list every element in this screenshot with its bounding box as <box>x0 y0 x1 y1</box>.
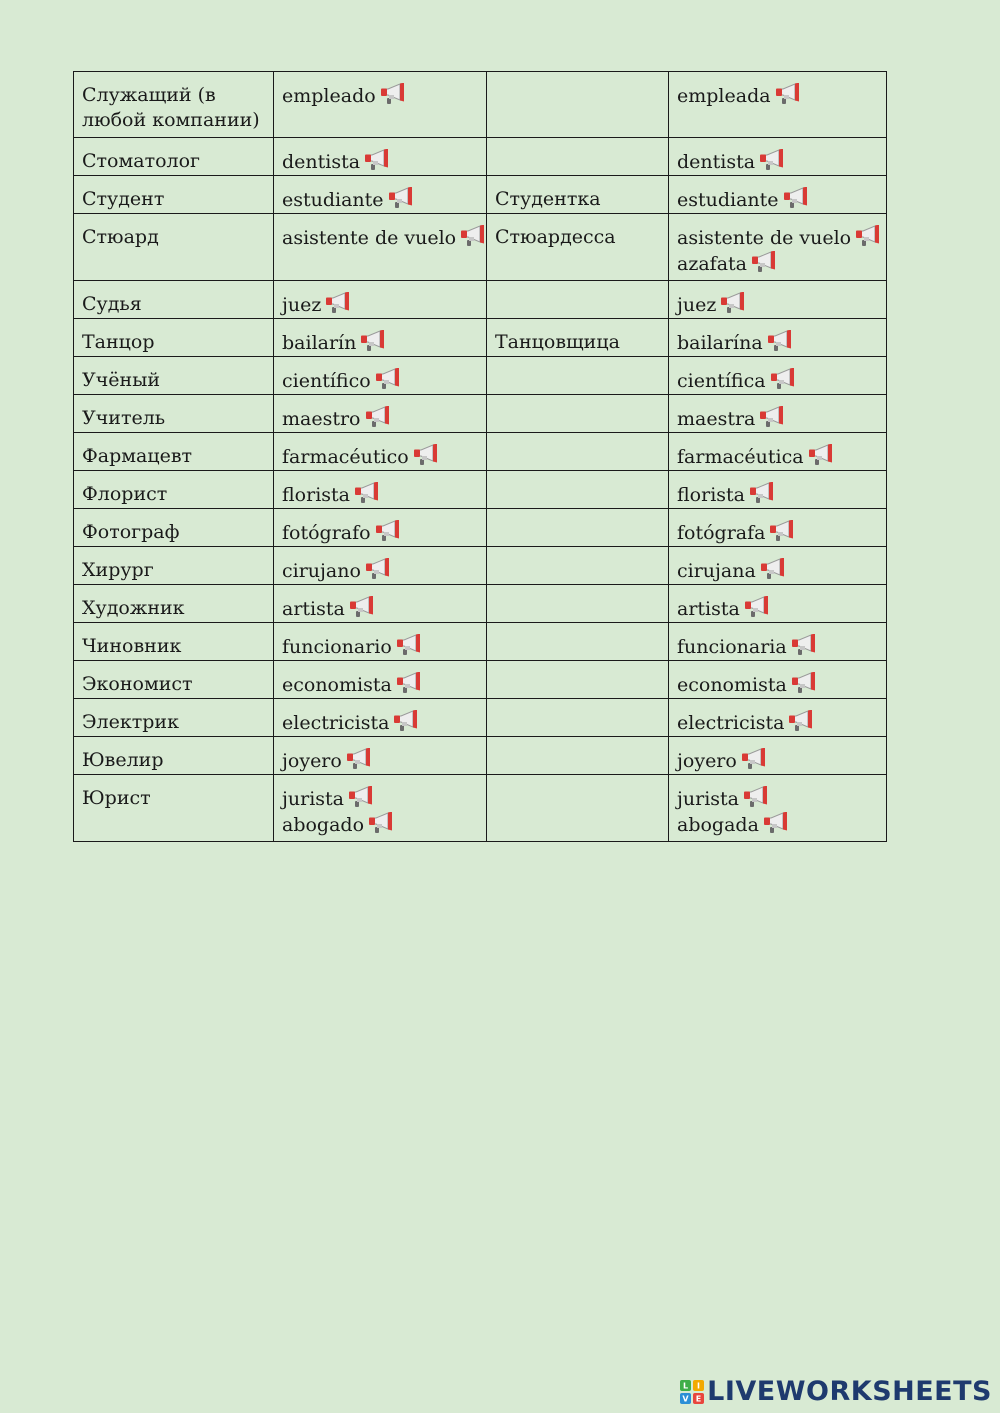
cell-line <box>282 368 479 394</box>
russian-masculine-cell <box>74 585 274 623</box>
cell-line <box>677 187 879 213</box>
cell-line <box>82 368 266 393</box>
russian-masculine-cell <box>74 737 274 775</box>
megaphone-icon[interactable] <box>788 710 814 732</box>
logo-mark-letter: E <box>695 1394 702 1403</box>
cell-text: asistente de vuelo <box>677 227 852 249</box>
cell-text: Художник <box>82 597 185 619</box>
cell-text: Танцор <box>82 331 155 353</box>
cell-line <box>82 710 266 735</box>
cell-line <box>82 108 266 133</box>
megaphone-icon[interactable] <box>348 786 374 808</box>
table-row <box>74 72 887 138</box>
cell-text: funcionario <box>282 636 392 658</box>
cell-line <box>677 596 879 622</box>
megaphone-icon[interactable] <box>759 406 785 428</box>
cell-text: empleado <box>282 85 376 107</box>
spanish-feminine-cell <box>669 775 887 842</box>
cell-text: maestra <box>677 408 756 430</box>
cell-text: jurista <box>282 788 345 810</box>
table-row <box>74 176 887 214</box>
cell-text: Стюардесса <box>495 226 616 248</box>
cell-line <box>677 710 879 736</box>
spanish-masculine-cell <box>274 214 487 281</box>
cell-text: Электрик <box>82 711 179 733</box>
megaphone-icon[interactable] <box>368 812 394 834</box>
russian-masculine-cell <box>74 176 274 214</box>
russian-feminine-cell <box>487 138 669 176</box>
cell-text: Танцовщица <box>495 331 620 353</box>
cell-line <box>82 672 266 697</box>
spanish-feminine-cell <box>669 699 887 737</box>
cell-line <box>677 558 879 584</box>
russian-feminine-cell <box>487 72 669 138</box>
cell-text: Студентка <box>495 188 601 210</box>
russian-masculine-cell <box>74 319 274 357</box>
cell-text: estudiante <box>677 189 779 211</box>
cell-text: abogado <box>282 814 365 836</box>
logo-mark-letter: L <box>683 1381 689 1390</box>
cell-text: artista <box>282 598 345 620</box>
cell-text: farmacéutica <box>677 446 804 468</box>
liveworksheets-logo <box>680 1376 992 1407</box>
cell-line <box>282 149 479 175</box>
cell-line <box>282 444 479 470</box>
spanish-feminine-cell <box>669 623 887 661</box>
cell-text: asistente de vuelo <box>282 227 457 249</box>
cell-line <box>82 225 266 250</box>
megaphone-icon[interactable] <box>855 225 881 247</box>
megaphone-icon[interactable] <box>769 520 795 542</box>
megaphone-icon[interactable] <box>375 368 401 390</box>
russian-feminine-cell <box>487 775 669 842</box>
cell-text: Судья <box>82 293 142 315</box>
megaphone-icon[interactable] <box>760 558 786 580</box>
russian-feminine-cell <box>487 176 669 214</box>
megaphone-icon[interactable] <box>791 634 817 656</box>
cell-line <box>677 482 879 508</box>
megaphone-icon[interactable] <box>749 482 775 504</box>
russian-masculine-cell <box>74 509 274 547</box>
spanish-feminine-cell <box>669 214 887 281</box>
cell-text: Стоматолог <box>82 150 201 172</box>
cell-line <box>82 596 266 621</box>
cell-text: Студент <box>82 188 165 210</box>
cell-line <box>282 330 479 356</box>
cell-text: Фармацевт <box>82 445 193 467</box>
cell-line <box>495 225 661 250</box>
megaphone-icon[interactable] <box>783 187 809 209</box>
cell-text: azafata <box>677 253 747 275</box>
megaphone-icon[interactable] <box>741 748 767 770</box>
russian-masculine-cell <box>74 699 274 737</box>
cell-line <box>282 634 479 660</box>
vocabulary-table-body <box>74 72 887 842</box>
table-row <box>74 661 887 699</box>
cell-line <box>677 368 879 394</box>
spanish-masculine-cell <box>274 585 487 623</box>
russian-masculine-cell <box>74 357 274 395</box>
megaphone-icon[interactable] <box>346 748 372 770</box>
cell-line <box>82 406 266 431</box>
russian-feminine-cell <box>487 214 669 281</box>
cell-line <box>82 786 266 811</box>
table-row <box>74 509 887 547</box>
cell-line <box>282 596 479 622</box>
cell-text: любой компании) <box>82 109 260 131</box>
spanish-feminine-cell <box>669 585 887 623</box>
spanish-feminine-cell <box>669 547 887 585</box>
russian-masculine-cell <box>74 72 274 138</box>
cell-line <box>82 520 266 545</box>
russian-masculine-cell <box>74 395 274 433</box>
table-row <box>74 585 887 623</box>
russian-feminine-cell <box>487 737 669 775</box>
cell-text: empleada <box>677 85 771 107</box>
table-row <box>74 623 887 661</box>
spanish-feminine-cell <box>669 319 887 357</box>
cell-text: fotógrafo <box>282 522 371 544</box>
megaphone-icon[interactable] <box>325 292 351 314</box>
spanish-masculine-cell <box>274 737 487 775</box>
cell-line <box>677 225 879 251</box>
cell-text: dentista <box>677 151 756 173</box>
megaphone-icon[interactable] <box>349 596 375 618</box>
cell-text: bailarína <box>677 332 763 354</box>
megaphone-icon[interactable] <box>375 520 401 542</box>
spanish-masculine-cell <box>274 395 487 433</box>
cell-text: Чиновник <box>82 635 182 657</box>
cell-line <box>82 149 266 174</box>
table-row <box>74 433 887 471</box>
cell-text: florista <box>677 484 745 506</box>
cell-line <box>677 292 879 318</box>
cell-line <box>82 748 266 773</box>
cell-line <box>677 672 879 698</box>
cell-text: Экономист <box>82 673 193 695</box>
cell-line <box>282 786 479 812</box>
cell-text: Юрист <box>82 787 151 809</box>
russian-masculine-cell <box>74 138 274 176</box>
cell-text: científico <box>282 370 371 392</box>
russian-feminine-cell <box>487 699 669 737</box>
table-row <box>74 214 887 281</box>
russian-feminine-cell <box>487 319 669 357</box>
spanish-feminine-cell <box>669 395 887 433</box>
cell-text: abogada <box>677 814 759 836</box>
cell-text: Хирург <box>82 559 154 581</box>
russian-masculine-cell <box>74 433 274 471</box>
megaphone-icon[interactable] <box>365 406 391 428</box>
megaphone-icon[interactable] <box>396 634 422 656</box>
cell-line <box>82 292 266 317</box>
russian-masculine-cell <box>74 775 274 842</box>
table-row <box>74 775 887 842</box>
cell-text: Учитель <box>82 407 166 429</box>
cell-text: bailarín <box>282 332 357 354</box>
russian-feminine-cell <box>487 395 669 433</box>
megaphone-icon[interactable] <box>775 83 801 105</box>
logo-mark-letter: I <box>697 1381 701 1390</box>
cell-line <box>282 812 479 838</box>
cell-line <box>677 251 879 277</box>
cell-text: economista <box>677 674 787 696</box>
cell-text: Флорист <box>82 483 168 505</box>
cell-text: funcionaria <box>677 636 787 658</box>
cell-text: juez <box>677 294 717 316</box>
cell-text: dentista <box>282 151 361 173</box>
megaphone-icon[interactable] <box>770 368 796 390</box>
russian-masculine-cell <box>74 547 274 585</box>
cell-line <box>282 748 479 774</box>
spanish-masculine-cell <box>274 547 487 585</box>
cell-line <box>82 83 266 108</box>
cell-text: joyero <box>282 750 342 772</box>
russian-feminine-cell <box>487 509 669 547</box>
cell-line <box>82 634 266 659</box>
cell-text: científica <box>677 370 766 392</box>
liveworksheets-logo-icon <box>680 1380 704 1404</box>
russian-feminine-cell <box>487 471 669 509</box>
spanish-masculine-cell <box>274 775 487 842</box>
spanish-masculine-cell <box>274 509 487 547</box>
spanish-feminine-cell <box>669 138 887 176</box>
russian-feminine-cell <box>487 623 669 661</box>
cell-text: economista <box>282 674 392 696</box>
megaphone-icon[interactable] <box>360 330 386 352</box>
megaphone-icon[interactable] <box>364 149 390 171</box>
spanish-masculine-cell <box>274 471 487 509</box>
cell-line <box>677 786 879 812</box>
megaphone-icon[interactable] <box>759 149 785 171</box>
cell-line <box>282 187 479 213</box>
cell-text: florista <box>282 484 350 506</box>
russian-masculine-cell <box>74 214 274 281</box>
logo-mark-letter: V <box>682 1394 689 1403</box>
spanish-masculine-cell <box>274 661 487 699</box>
megaphone-icon[interactable] <box>763 812 789 834</box>
russian-masculine-cell <box>74 623 274 661</box>
megaphone-icon[interactable] <box>380 83 406 105</box>
table-row <box>74 737 887 775</box>
table-row <box>74 319 887 357</box>
spanish-feminine-cell <box>669 72 887 138</box>
russian-masculine-cell <box>74 661 274 699</box>
cell-line <box>282 406 479 432</box>
liveworksheets-wordmark: LIVEWORKSHEETS <box>707 1376 992 1407</box>
spanish-feminine-cell <box>669 281 887 319</box>
cell-line <box>82 187 266 212</box>
spanish-masculine-cell <box>274 699 487 737</box>
spanish-feminine-cell <box>669 509 887 547</box>
cell-text: cirujana <box>677 560 756 582</box>
megaphone-icon[interactable] <box>767 330 793 352</box>
cell-line <box>677 520 879 546</box>
cell-line <box>282 710 479 736</box>
cell-line <box>282 83 479 109</box>
russian-feminine-cell <box>487 433 669 471</box>
megaphone-icon[interactable] <box>354 482 380 504</box>
cell-line <box>677 83 879 109</box>
cell-text: Стюард <box>82 226 159 248</box>
cell-line <box>495 187 661 212</box>
russian-feminine-cell <box>487 281 669 319</box>
russian-masculine-cell <box>74 281 274 319</box>
spanish-masculine-cell <box>274 138 487 176</box>
megaphone-icon[interactable] <box>388 187 414 209</box>
cell-line <box>495 330 661 355</box>
cell-text: Фотограф <box>82 521 180 543</box>
table-row <box>74 138 887 176</box>
cell-line <box>677 748 879 774</box>
cell-text: Учёный <box>82 369 160 391</box>
cell-line <box>677 406 879 432</box>
spanish-masculine-cell <box>274 357 487 395</box>
cell-text: artista <box>677 598 740 620</box>
cell-line <box>82 482 266 507</box>
cell-line <box>677 812 879 838</box>
spanish-feminine-cell <box>669 737 887 775</box>
russian-masculine-cell <box>74 471 274 509</box>
cell-line <box>677 330 879 356</box>
megaphone-icon[interactable] <box>751 251 777 273</box>
cell-line <box>677 149 879 175</box>
spanish-feminine-cell <box>669 433 887 471</box>
megaphone-icon[interactable] <box>460 225 486 247</box>
cell-line <box>677 444 879 470</box>
spanish-masculine-cell <box>274 319 487 357</box>
spanish-masculine-cell <box>274 281 487 319</box>
table-row <box>74 699 887 737</box>
cell-text: farmacéutico <box>282 446 409 468</box>
spanish-feminine-cell <box>669 471 887 509</box>
spanish-masculine-cell <box>274 623 487 661</box>
spanish-feminine-cell <box>669 357 887 395</box>
russian-feminine-cell <box>487 547 669 585</box>
vocabulary-table <box>73 71 887 842</box>
russian-feminine-cell <box>487 357 669 395</box>
table-row <box>74 547 887 585</box>
cell-line <box>282 225 479 251</box>
cell-line <box>82 444 266 469</box>
spanish-feminine-cell <box>669 176 887 214</box>
cell-text: joyero <box>677 750 737 772</box>
megaphone-icon[interactable] <box>743 786 769 808</box>
russian-feminine-cell <box>487 661 669 699</box>
cell-text: maestro <box>282 408 361 430</box>
megaphone-icon[interactable] <box>744 596 770 618</box>
megaphone-icon[interactable] <box>396 672 422 694</box>
cell-line <box>282 672 479 698</box>
spanish-feminine-cell <box>669 661 887 699</box>
table-row <box>74 357 887 395</box>
megaphone-icon[interactable] <box>365 558 391 580</box>
megaphone-icon[interactable] <box>808 444 834 466</box>
cell-line <box>677 634 879 660</box>
spanish-masculine-cell <box>274 176 487 214</box>
cell-line <box>282 558 479 584</box>
cell-line <box>82 558 266 583</box>
cell-line <box>282 482 479 508</box>
cell-line <box>282 292 479 318</box>
table-row <box>74 471 887 509</box>
cell-text: electricista <box>677 712 785 734</box>
cell-text: juez <box>282 294 322 316</box>
cell-text: fotógrafa <box>677 522 766 544</box>
cell-line <box>82 330 266 355</box>
spanish-masculine-cell <box>274 72 487 138</box>
spanish-masculine-cell <box>274 433 487 471</box>
megaphone-icon[interactable] <box>413 444 439 466</box>
table-row <box>74 281 887 319</box>
megaphone-icon[interactable] <box>720 292 746 314</box>
russian-feminine-cell <box>487 585 669 623</box>
cell-text: electricista <box>282 712 390 734</box>
cell-text: Служащий (в <box>82 84 216 106</box>
cell-text: cirujano <box>282 560 361 582</box>
cell-line <box>282 520 479 546</box>
cell-text: Ювелир <box>82 749 164 771</box>
cell-text: jurista <box>677 788 740 810</box>
cell-text: estudiante <box>282 189 384 211</box>
megaphone-icon[interactable] <box>393 710 419 732</box>
table-row <box>74 395 887 433</box>
megaphone-icon[interactable] <box>791 672 817 694</box>
